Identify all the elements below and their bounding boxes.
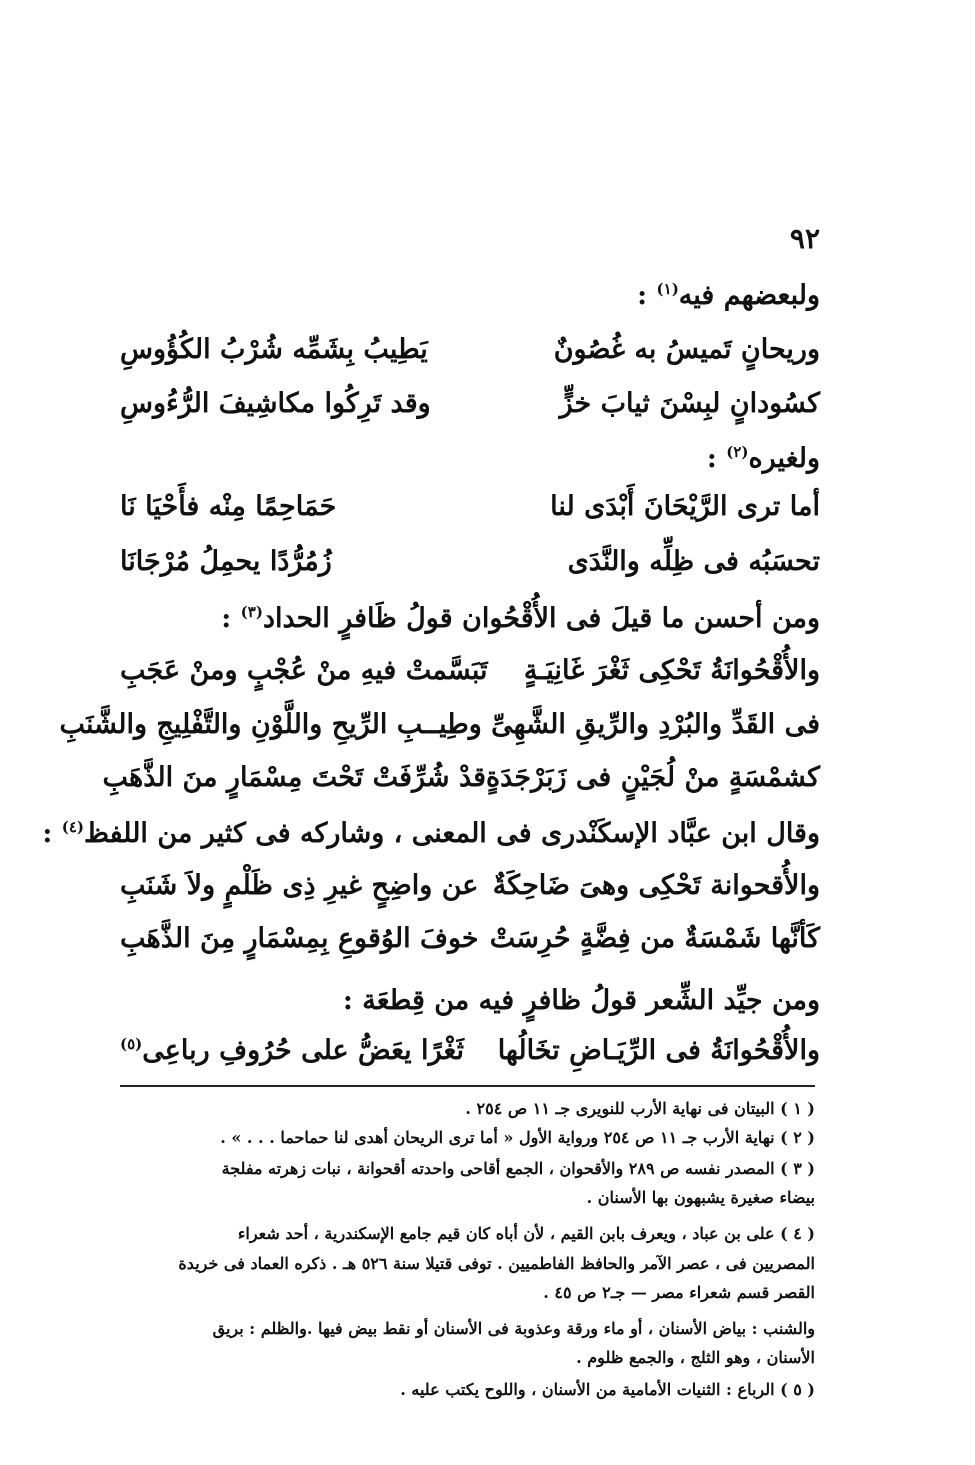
footnote: الأسنان ، وهو الثلج ، والجمع ظلوم . xyxy=(576,1348,815,1367)
footnote: والشنب : بياض الأسنان ، أو ماء ورقة وعذوبة فى الأسنان أو نقط بيض فيها .والظلم : بريق xyxy=(212,1319,815,1338)
verse-hemistich-first: كسُودانٍ لبِسْنَ ثيابَ خزٍّ xyxy=(559,388,820,419)
footnote: ( ٢ ) نهاية الأرب جـ ١١ ص ٢٥٤ ورواية الأول « أما ترى الريحان أهدى لنا حماحما . . . » . xyxy=(220,1128,815,1147)
verse-line xyxy=(120,546,820,577)
verse-hemistich-second: يَطِيبُ بِشَمِّه شُرْبُ الكُؤُوسِ xyxy=(120,334,428,365)
intro-line: ولغيره$^{(٢)}$ : xyxy=(706,443,820,474)
footnote: ( ٤ ) على بن عباد ، ويعرف بابن القيم ، لأن أباه كان قيم جامع الإسكندرية ، أحد شعراء xyxy=(237,1224,815,1243)
verse-hemistich-second: ـبِ الرِّيحِ واللَّوْنِ والتَّفْلِيجِ والشَّنَبِ xyxy=(59,709,432,740)
verse-line xyxy=(120,655,820,686)
footnote-divider xyxy=(120,1085,815,1087)
footnote: المصريين فى ، عصر الآمر والحافظ الفاطميين . توفى قتيلا سنة ٥٢٦ هـ . ذكره العماد فى خريدة xyxy=(178,1254,815,1273)
footnote: ( ٣ ) المصدر نفسه ص ٢٨٩ والأقحوان ، الجمع أقاحى واحدته أقحوانة ، نبات زهرته مفلجة xyxy=(221,1159,815,1178)
footnote: ( ٥ ) الرباع : الثنيات الأمامية من الأسنان ، واللوح يكتب عليه . xyxy=(400,1380,815,1399)
verse-hemistich-first: والأُقحوانة تَحْكِى وهىَ ضَاحِكَةٌ xyxy=(492,870,820,901)
intro-line: وقال ابن عبَّاد الإسكَنْدرى فى المعنى ، وشاركه فى كثير من اللفظ$^{(٤)}$ : xyxy=(42,818,820,849)
page-number: ٩٢ xyxy=(789,222,820,255)
verse-hemistich-second: قدْ شُرِّفَتْ تَحْتَ مِسْمَارٍ منَ الذَّهَبِ xyxy=(102,762,487,793)
verse-line xyxy=(120,923,820,954)
verse-hemistich-second: حَمَاحِمًا مِنْه فأَحْيَا نَا xyxy=(120,491,337,522)
verse-line xyxy=(102,762,820,793)
verse-hemistich-second: زُمُرُّدًا يحمِلُ مُرْجَانَا xyxy=(120,546,332,577)
verse-hemistich-first: والأُقْحُوانَةُ تَحْكِى ثَغْرَ غَانِيَـةٍ xyxy=(523,655,820,686)
verse-line xyxy=(59,709,820,740)
verse-hemistich-first: تحسَبُه فى ظِلِّه والنَّدَى xyxy=(567,546,820,577)
footnote: ( ١ ) البيتان فى نهاية الأرب للنويرى جـ ١١ ص ٢٥٤ . xyxy=(465,1099,815,1118)
verse-hemistich-second: تَبَسَّمتْ فيهِ منْ عُجْبٍ ومنْ عَجَبِ xyxy=(120,655,488,686)
intro-line: ومن أحسن ما قيلَ فى الأُقْحُوان قولُ ظَافرٍ الحداد$^{(٣)}$ : xyxy=(221,603,820,634)
verse-hemistich-first: والأُقْحُوانَةُ فى الرِّيَـاضِ تخَالُها xyxy=(497,1035,820,1066)
footnote: القصر قسم شعراء مصر — جـ٢ ص ٤٥ . xyxy=(543,1283,815,1302)
verse-line xyxy=(120,334,820,365)
verse-hemistich-first: وريحانٍ تَميسُ به غُصُونٌ xyxy=(553,334,820,365)
verse-hemistich-first: كشمْسَةٍ منْ لُجَيْنٍ فى زَبَرْجَدَةٍ xyxy=(486,762,820,793)
verse-hemistich-second: خوفَ الوُقوعِ بِمِسْمَارٍ مِنَ الذَّهَبِ xyxy=(120,923,479,954)
verse-line xyxy=(120,870,820,901)
verse-line xyxy=(120,491,820,522)
intro-line: ومن جيِّد الشِّعر قولُ ظافرٍ فيه من قِطعَة : xyxy=(342,985,820,1016)
verse-hemistich-second: عن واضِحٍ غيرِ ذِى ظَلْمٍ ولاَ شَنَبِ xyxy=(120,870,479,901)
verse-hemistich-first: أما ترى الرَّيْحَانَ أَبْدَى لنا xyxy=(550,491,820,522)
verse-hemistich-first: كَأنَّها شَمْسَةٌ من فِضَّةٍ حُرِسَتْ xyxy=(489,923,820,954)
intro-line: ولبعضهم فيه$^{(١)}$ : xyxy=(637,280,820,311)
verse-hemistich-first: فى القَدِّ والبُرْدِ والرِّيقِ الشَّهِىِّ وطِيـ xyxy=(431,709,820,740)
verse-line xyxy=(120,388,820,419)
verse-line xyxy=(120,1035,820,1066)
verse-hemistich-second: وقد تَرِكُوا مكاشِيفَ الرُّءُوسِ xyxy=(120,388,431,419)
footnote: بيضاء صغيرة يشبهون بها الأسنان . xyxy=(586,1188,815,1207)
verse-hemistich-second: ثَغْرًا يعَضُّ على حُرُوفِ رباعِى$^{(٥)}$ xyxy=(120,1035,465,1066)
